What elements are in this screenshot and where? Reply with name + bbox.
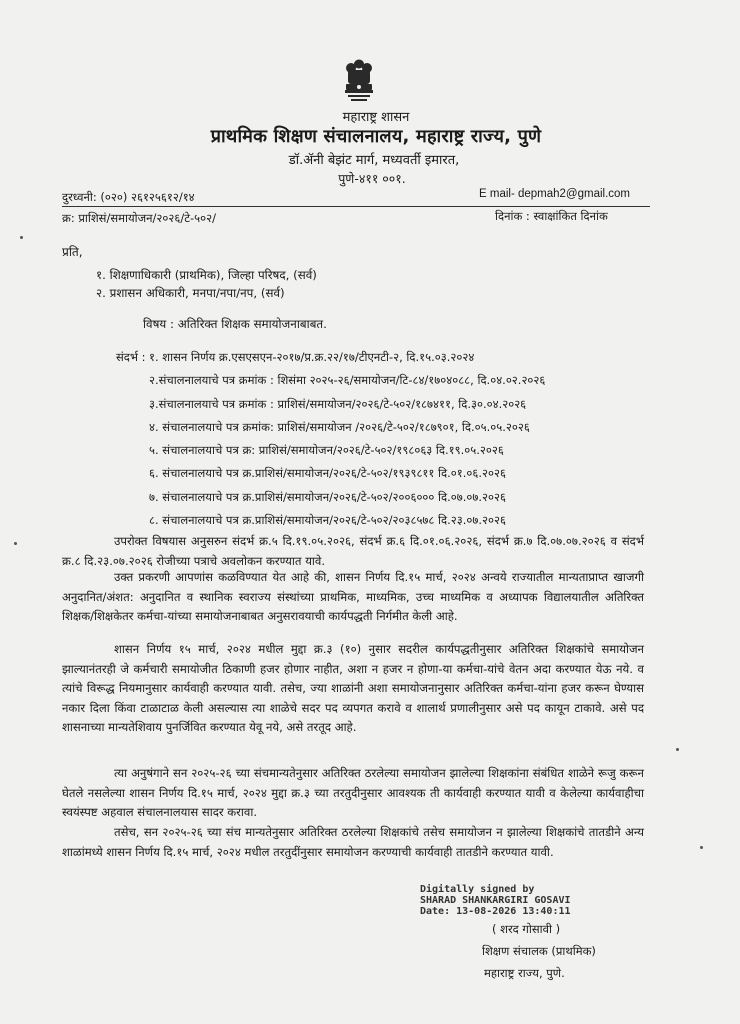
reference-item: ४. संचालनालयाचे पत्र क्रमांक: प्राशिसं/समायोजन /२०२६/टे-५०२/१८७९०१, दि.०५.०५.२०२६ — [149, 419, 530, 434]
reference-item: ३.संचालनालयाचे पत्र क्रमांक : प्राशिसं/समायोजन/२०२६/टे-५०२/१८७४११, दि.३०.०४.२०२६ — [149, 396, 527, 411]
recipient-item: २. प्रशासन अधिकारी, मनपा/नपा/नप, (सर्व) — [96, 286, 285, 300]
address-line-1: डॉ.ॲनी बेझंट मार्ग, मध्यवर्ती इमारत, — [288, 153, 460, 168]
signatory-place: महाराष्ट्र राज्य, पुणे. — [484, 966, 565, 980]
recipient-item: १. शिक्षणाधिकारी (प्राथमिक), जिल्हा परिषद, (सर्व) — [96, 268, 317, 282]
digital-signature-name: SHARAD SHANKARGIRI GOSAVI — [420, 895, 571, 906]
reference-item: ५. संचालनालयाचे पत्र क्र: प्राशिसं/समायोजन/२०२६/टे-५०२/१९८०६३ दि.१९.०५.२०२६ — [149, 443, 504, 458]
header-divider — [62, 206, 650, 207]
digital-signature-line: Digitally signed by — [420, 884, 535, 895]
reference-item: ६. संचालनालयाचे पत्र क्र.प्राशिसं/समायोजन/२०२६/टे-५०२/१९३९८११ दि.०१.०६.२०२६ — [149, 466, 506, 481]
scan-speck — [700, 846, 703, 849]
body-paragraph — [62, 568, 644, 627]
email-address: E mail- depmah2@gmail.com — [479, 188, 631, 200]
reference-item: ८. संचालनालयाचे पत्र क्र.प्राशिसं/समायोजन/२०२६/टे-५०२/२०३८५७८ दि.२३.०७.२०२६ — [149, 513, 506, 528]
recipient-salutation: प्रति, — [62, 245, 83, 259]
body-paragraph-text: तसेच, सन २०२५-२६ च्या संच मान्यतेनुसार अतिरिक्त ठरलेल्या शिक्षकांचे तसेच समायोजन न झालेल्या शिक्षकांचे तातडीने अन्य शाळांमध्ये शासन निर्णय दि.१५ मार्च, २०२४ मधील तरतुदींनुसार समायोजन करण्याची कार्यवाही तातडीने करण्यात यावी. — [62, 825, 644, 859]
scan-speck — [14, 542, 17, 545]
body-paragraph-text: उपरोक्त विषयास अनुसरुन संदर्भ क्र.५ दि.१९.०५.२०२६, संदर्भ क्र.६ दि.०१.०६.२०२६, संदर्भ क्र.७ दि.०७.०७.२०२६ व संदर्भ क्र.८ दि.२३.०७.२०२६ रोजीच्या पत्राचे अवलोकन करण्यात यावे. — [62, 534, 644, 568]
body-paragraph — [62, 823, 644, 862]
reference-item: १. शासन निर्णय क्र.एसएसएन-२०१७/प्र.क्र.२२/१७/टीएनटी-२, दि.१५.०३.२०२४ — [149, 350, 475, 364]
body-paragraph — [62, 532, 644, 571]
reference-number: क्र: प्राशिसं/समायोजन/२०२६/टे-५०२/ — [62, 211, 216, 225]
body-paragraph-text: शासन निर्णय १५ मार्च, २०२४ मधील मुद्दा क्र.३ (१०) नुसार सदरील कार्यपद्धतीनुसार अतिरिक्त शिक्षकांचे समायोजन झाल्यानंतरही जे कर्मचारी समायोजीत ठिकाणी हजर होणार नाहीत, अशा न हजर न होणा-या कर्मचा-यांचे वेतन अदा करण्यात येऊ नये. व त्यांचे विरूद्ध नियमानुसार कार्यवाही करण्यात यावी. तसेच, ज्या शाळांनी अशा समायोजनानुसार अतिरिक्त कर्मचा-यांना हजर करून घेण्यास नकार दिला किंवा टाळाटाळ केली असल्यास त्या शाळेचे सदर पद व्यपगत करावे व शालार्थ प्रणालीनुसार असे पद कायून टाकावे. असे पद शासनाच्या मान्यतेशिवाय पुनर्जिवित करण्यात येवू नये, असे तरतूद आहे. — [62, 642, 644, 734]
phone-number: दुरध्वनी: (०२०) २६१२५६१२/१४ — [62, 190, 195, 204]
body-paragraph — [62, 640, 644, 738]
body-paragraph — [62, 764, 644, 823]
office-title: प्राथमिक शिक्षण संचालनालय, महाराष्ट्र राज्य, पुणे — [210, 126, 542, 147]
reference-label: संदर्भ : — [116, 350, 146, 364]
reference-item: ७. संचालनालयाचे पत्र क्र.प्राशिसं/समायोजन/२०२६/टे-५०२/२००६००० दि.०७.०७.२०२६ — [149, 489, 506, 504]
body-paragraph-text: उक्त प्रकरणी आपणांस कळविण्यात येत आहे की, शासन निर्णय दि.१५ मार्च, २०२४ अन्वये राज्यातील मान्यताप्राप्त खाजगी अनुदानित/अंशत: अनुदानित व स्थानिक स्वराज्य संस्थांच्या प्राथमिक, माध्यमिक, उच्च माध्यमिक व अध्यापक विद्यालयातील अतिरिक्त शिक्षक/शिक्षकेतर कर्मचा-यांच्या समायोजनाबाबत अनुसरावयाची कार्यपद्धती निर्गमीत केली आहे. — [62, 570, 644, 623]
scan-speck — [676, 748, 679, 751]
digital-signature-date: Date: 13-08-2026 13:40:11 — [420, 906, 571, 917]
scan-speck — [20, 236, 23, 239]
national-emblem-icon — [342, 58, 376, 106]
body-paragraph-text: त्या अनुषंगाने सन २०२५-२६ च्या संचमान्यतेनुसार अतिरिक्त ठरलेल्या समायोजन झालेल्या शिक्षकांना संबंधित शाळेने रूजु करून घेतले नसलेल्या शासन निर्णय दि.१५ मार्च, २०२४ मुद्दा क्र.३ च्या तरतुदीनुसार आवश्यक ती कार्यवाही करण्यात यावी व केलेल्या कार्यवाहीचा स्वयंस्पष्ट अहवाल संचालनालयास सादर करावा. — [62, 766, 644, 819]
signatory-designation: शिक्षण संचालक (प्राथमिक) — [482, 944, 596, 958]
address-line-2: पुणे-४११ ००१. — [338, 171, 406, 186]
reference-list — [116, 346, 545, 532]
letter-date: दिनांक : स्वाक्षांकित दिनांक — [495, 209, 608, 223]
reference-item: २.संचालनालयाचे पत्र क्रमांक : शिसंमा २०२५-२६/समायोजन/टि-८४/१७०४०८८, दि.०४.०२.२०२६ — [149, 373, 546, 388]
government-title: महाराष्ट्र शासन — [342, 110, 410, 125]
subject-line: विषय : अतिरिक्त शिक्षक समायोजनाबाबत. — [143, 317, 327, 331]
signatory-name: ( शरद गोसावी ) — [492, 922, 561, 936]
